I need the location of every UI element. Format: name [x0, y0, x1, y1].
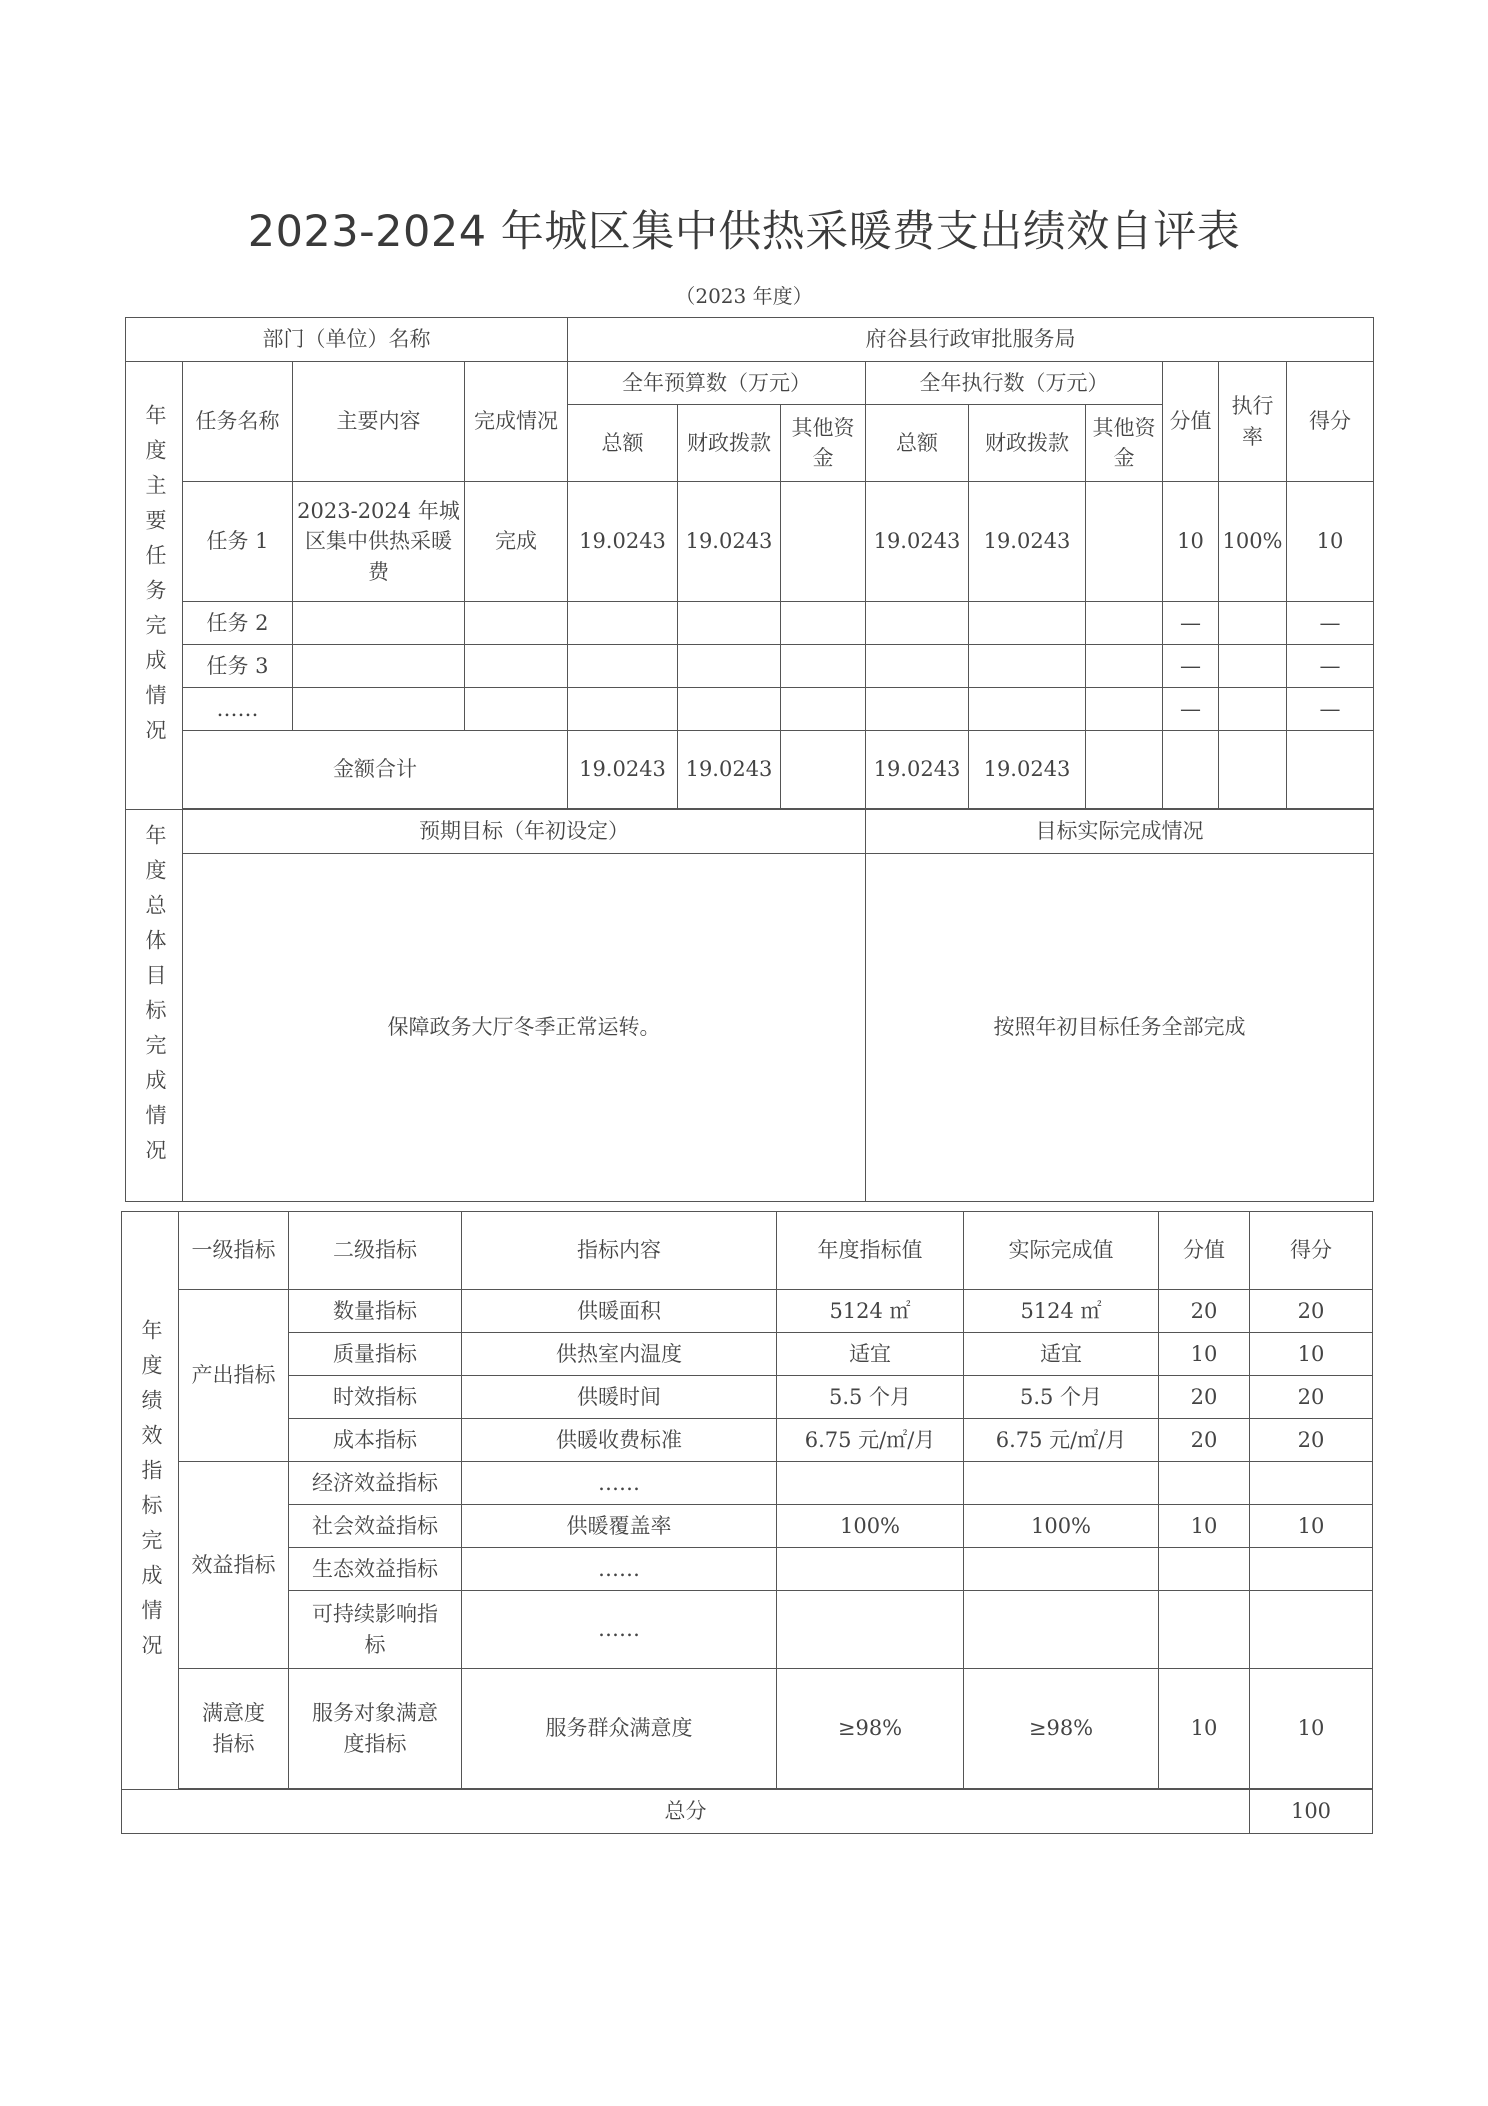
expected-goal-header: 预期目标（年初设定）: [183, 810, 866, 854]
task1-status: 完成: [465, 482, 568, 602]
evaluation-table-upper: [125, 317, 1374, 1202]
sum-budget-fiscal: 19.0243: [678, 731, 781, 809]
indicator-target: 100%: [777, 1505, 964, 1548]
satisfaction-target: ≥98%: [777, 1669, 964, 1789]
dept-label: 部门（单位）名称: [126, 318, 568, 362]
indicator-score-value: 10: [1159, 1333, 1250, 1376]
task3-score: —: [1287, 645, 1374, 688]
indicator-score: [1250, 1591, 1373, 1669]
indicator-content: 供暖收费标准: [462, 1419, 777, 1462]
satisfaction-score-value: 10: [1159, 1669, 1250, 1789]
task1-exec-rate: 100%: [1219, 482, 1287, 602]
task-header-row-1: [126, 362, 1374, 405]
total-score-row: [122, 1790, 1373, 1834]
indicator-content: 供热室内温度: [462, 1333, 777, 1376]
satisfaction-actual: ≥98%: [964, 1669, 1159, 1789]
indicator-row: [122, 1333, 1373, 1376]
evaluation-table-indicators: [121, 1211, 1373, 1834]
header-exec-fiscal: 财政拨款: [969, 405, 1086, 482]
header-indicator-content: 指标内容: [462, 1212, 777, 1290]
indicator-l2: 质量指标: [289, 1333, 462, 1376]
indicator-score-value: 20: [1159, 1290, 1250, 1333]
indicator-l2: 经济效益指标: [289, 1462, 462, 1505]
satisfaction-indicator-label: 满意度指标: [179, 1669, 289, 1789]
task-row-2: [126, 602, 1374, 645]
indicator-row: [122, 1548, 1373, 1591]
header-indicator-score-value: 分值: [1159, 1212, 1250, 1290]
task1-exec-total: 19.0243: [866, 482, 969, 602]
goal-header-row: [126, 810, 1374, 854]
indicator-score: 20: [1250, 1376, 1373, 1419]
header-task-name: 任务名称: [183, 362, 293, 482]
indicator-score-value: [1159, 1462, 1250, 1505]
satisfaction-l2: 服务对象满意度指标: [289, 1669, 462, 1789]
total-score-value: 100: [1250, 1790, 1373, 1834]
header-status: 完成情况: [465, 362, 568, 482]
task3-name: 任务 3: [183, 645, 293, 688]
header-exec-total: 总额: [866, 405, 969, 482]
indicator-actual: 100%: [964, 1505, 1159, 1548]
task-row-1: [126, 482, 1374, 602]
header-level1: 一级指标: [179, 1212, 289, 1290]
header-exec-other: 其他资金: [1086, 405, 1163, 482]
task-row-3: [126, 645, 1374, 688]
sum-row: [126, 731, 1374, 809]
indicator-score: 20: [1250, 1419, 1373, 1462]
indicator-actual: [964, 1591, 1159, 1669]
header-actual-value: 实际完成值: [964, 1212, 1159, 1290]
expected-goal: 保障政务大厅冬季正常运转。: [183, 854, 866, 1202]
indicator-score: 10: [1250, 1333, 1373, 1376]
indicator-actual: [964, 1462, 1159, 1505]
actual-goal-header: 目标实际完成情况: [866, 810, 1374, 854]
sum-budget-total: 19.0243: [568, 731, 678, 809]
satisfaction-score: 10: [1250, 1669, 1373, 1789]
section1-side-label: 年度主要任务完成情况: [126, 362, 183, 810]
indicator-content: ……: [462, 1591, 777, 1669]
header-execution: 全年执行数（万元）: [866, 362, 1163, 405]
indicator-content: 供暖时间: [462, 1376, 777, 1419]
header-level2: 二级指标: [289, 1212, 462, 1290]
indicator-score-value: 20: [1159, 1419, 1250, 1462]
header-main-content: 主要内容: [293, 362, 465, 482]
satisfaction-row: [122, 1669, 1373, 1789]
header-score: 得分: [1287, 362, 1374, 482]
header-target-value: 年度指标值: [777, 1212, 964, 1290]
task1-score: 10: [1287, 482, 1374, 602]
indicator-row: [122, 1290, 1373, 1333]
indicator-l2: 时效指标: [289, 1376, 462, 1419]
goal-content-row: [126, 854, 1374, 1202]
indicator-score-value: 20: [1159, 1376, 1250, 1419]
task2-score-value: —: [1163, 602, 1219, 645]
indicator-row: [122, 1462, 1373, 1505]
indicator-l2: 可持续影响指标: [289, 1591, 462, 1669]
header-budget-total: 总额: [568, 405, 678, 482]
indicator-content: 供暖覆盖率: [462, 1505, 777, 1548]
dept-value: 府谷县行政审批服务局: [568, 318, 1374, 362]
indicator-target: 5124 ㎡: [777, 1290, 964, 1333]
task1-score-value: 10: [1163, 482, 1219, 602]
task1-exec-fiscal: 19.0243: [969, 482, 1086, 602]
sum-exec-total: 19.0243: [866, 731, 969, 809]
page-subtitle: （2023 年度）: [675, 284, 813, 308]
satisfaction-content: 服务群众满意度: [462, 1669, 777, 1789]
benefit-indicator-label: 效益指标: [179, 1462, 289, 1669]
indicator-row: [122, 1591, 1373, 1669]
indicator-actual: [964, 1548, 1159, 1591]
indicator-actual: 适宜: [964, 1333, 1159, 1376]
header-indicator-score: 得分: [1250, 1212, 1373, 1290]
indicator-actual: 5.5 个月: [964, 1376, 1159, 1419]
indicator-content: 供暖面积: [462, 1290, 777, 1333]
header-budget: 全年预算数（万元）: [568, 362, 866, 405]
indicator-row: [122, 1505, 1373, 1548]
indicator-target: [777, 1548, 964, 1591]
indicator-target: [777, 1462, 964, 1505]
task1-exec-other: [1086, 482, 1163, 602]
task3-score-value: —: [1163, 645, 1219, 688]
task-row-more: [126, 688, 1374, 731]
task1-budget-fiscal: 19.0243: [678, 482, 781, 602]
total-score-label: 总分: [122, 1790, 1250, 1834]
dept-row: [126, 318, 1374, 362]
indicator-score-value: [1159, 1591, 1250, 1669]
indicator-header-row: [122, 1212, 1373, 1290]
task1-budget-other: [781, 482, 866, 602]
indicator-target: 5.5 个月: [777, 1376, 964, 1419]
indicator-l2: 成本指标: [289, 1419, 462, 1462]
indicator-score-value: 10: [1159, 1505, 1250, 1548]
indicator-row: [122, 1376, 1373, 1419]
indicator-content: ……: [462, 1462, 777, 1505]
indicator-score: [1250, 1548, 1373, 1591]
indicator-score: 10: [1250, 1505, 1373, 1548]
actual-goal: 按照年初目标任务全部完成: [866, 854, 1374, 1202]
task1-budget-total: 19.0243: [568, 482, 678, 602]
section3-side-label: 年度绩效指标完成情况: [122, 1212, 179, 1790]
sum-exec-fiscal: 19.0243: [969, 731, 1086, 809]
indicator-content: ……: [462, 1548, 777, 1591]
page-title: 2023-2024 年城区集中供热采暖费支出绩效自评表: [247, 207, 1241, 257]
indicator-score: [1250, 1462, 1373, 1505]
indicator-l2: 社会效益指标: [289, 1505, 462, 1548]
indicator-score-value: [1159, 1548, 1250, 1591]
indicator-l2: 生态效益指标: [289, 1548, 462, 1591]
sum-label: 金额合计: [183, 731, 568, 809]
indicator-target: 适宜: [777, 1333, 964, 1376]
indicator-target: [777, 1591, 964, 1669]
task-more-name: ……: [183, 688, 293, 731]
indicator-target: 6.75 元/㎡/月: [777, 1419, 964, 1462]
task-more-score: —: [1287, 688, 1374, 731]
task1-name: 任务 1: [183, 482, 293, 602]
header-score-value: 分值: [1163, 362, 1219, 482]
header-budget-fiscal: 财政拨款: [678, 405, 781, 482]
header-budget-other: 其他资金: [781, 405, 866, 482]
section2-side-label: 年度总体目标完成情况: [126, 810, 183, 1202]
indicator-row: [122, 1419, 1373, 1462]
task-more-score-value: —: [1163, 688, 1219, 731]
indicator-actual: 6.75 元/㎡/月: [964, 1419, 1159, 1462]
indicator-actual: 5124 ㎡: [964, 1290, 1159, 1333]
output-indicator-label: 产出指标: [179, 1290, 289, 1462]
indicator-l2: 数量指标: [289, 1290, 462, 1333]
header-exec-rate: 执行率: [1219, 362, 1287, 482]
task2-name: 任务 2: [183, 602, 293, 645]
task1-content: 2023-2024 年城区集中供热采暖费: [293, 482, 465, 602]
task2-score: —: [1287, 602, 1374, 645]
indicator-score: 20: [1250, 1290, 1373, 1333]
